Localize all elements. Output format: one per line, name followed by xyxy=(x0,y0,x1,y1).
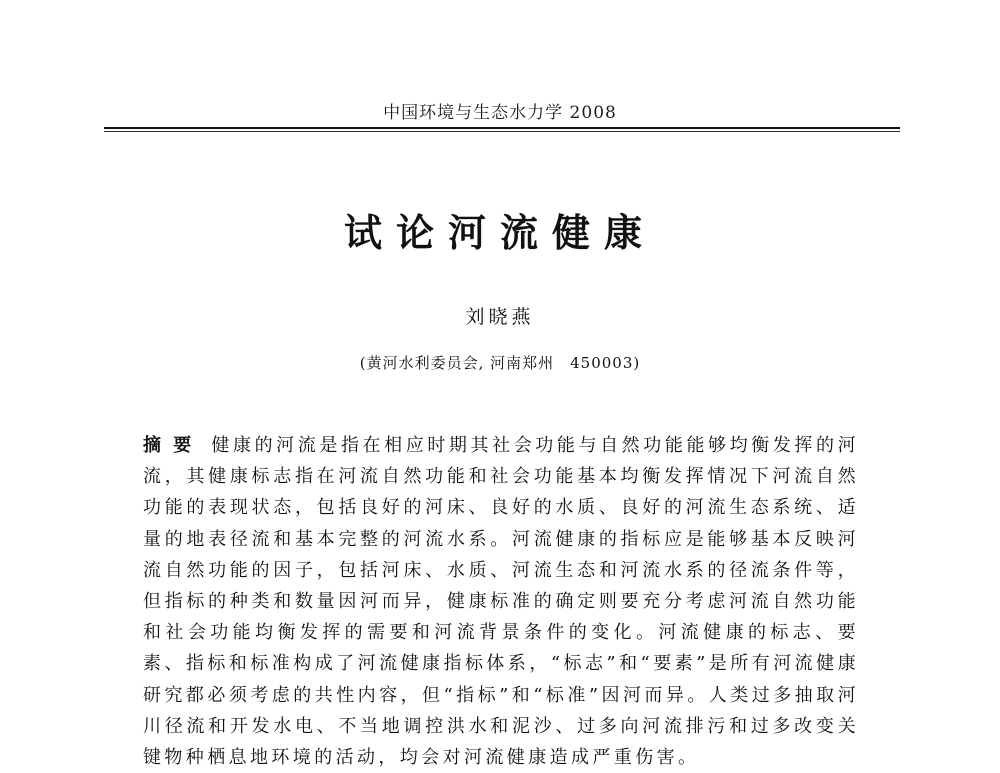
abstract xyxy=(143,430,859,773)
header-rule-thick xyxy=(104,127,900,129)
article-author: 刘晓燕 xyxy=(465,306,535,328)
article-title: 试论河流健康 xyxy=(343,211,656,255)
abstract-label: 摘要 xyxy=(143,435,204,456)
abstract-text: 健康的河流是指在相应时期其社会功能与自然功能能够均衡发挥的河流，其健康标志指在河流自然功能和社会功能基本均衡发挥情况下河流自然功能的表现状态，包括良好的河床、良好的水质、良好的河流生态系统、适量的地表径流和基本完整的河流水系。河流健康的指标应是能够基本反映河流自然功能的因子，包括河床、水质、河流生态和河流水系的径流条件等，但指标的种类和数量因河而异，健康标准的确定则要充分考虑河流自然功能和社会功能均衡发挥的需要和河流背景条件的变化。河流健康的标志、要素、指标和标准构成了河流健康指标体系，“标志”和“要素”是所有河流健康研究都必须考虑的共性内容，但“指标”和“标准”因河而异。人类过多抽取河川径流和开发水电、不当地调控洪水和泥沙、过多向河流排污和过多改变关键物种栖息地环境的活动，均会对河流健康造成严重伤害。 xyxy=(143,435,860,769)
header-rule-thin xyxy=(104,131,900,132)
running-head: 中国环境与生态水力学 2008 xyxy=(383,103,617,123)
author-affiliation: (黄河水利委员会, 河南郑州 450003) xyxy=(359,354,641,372)
